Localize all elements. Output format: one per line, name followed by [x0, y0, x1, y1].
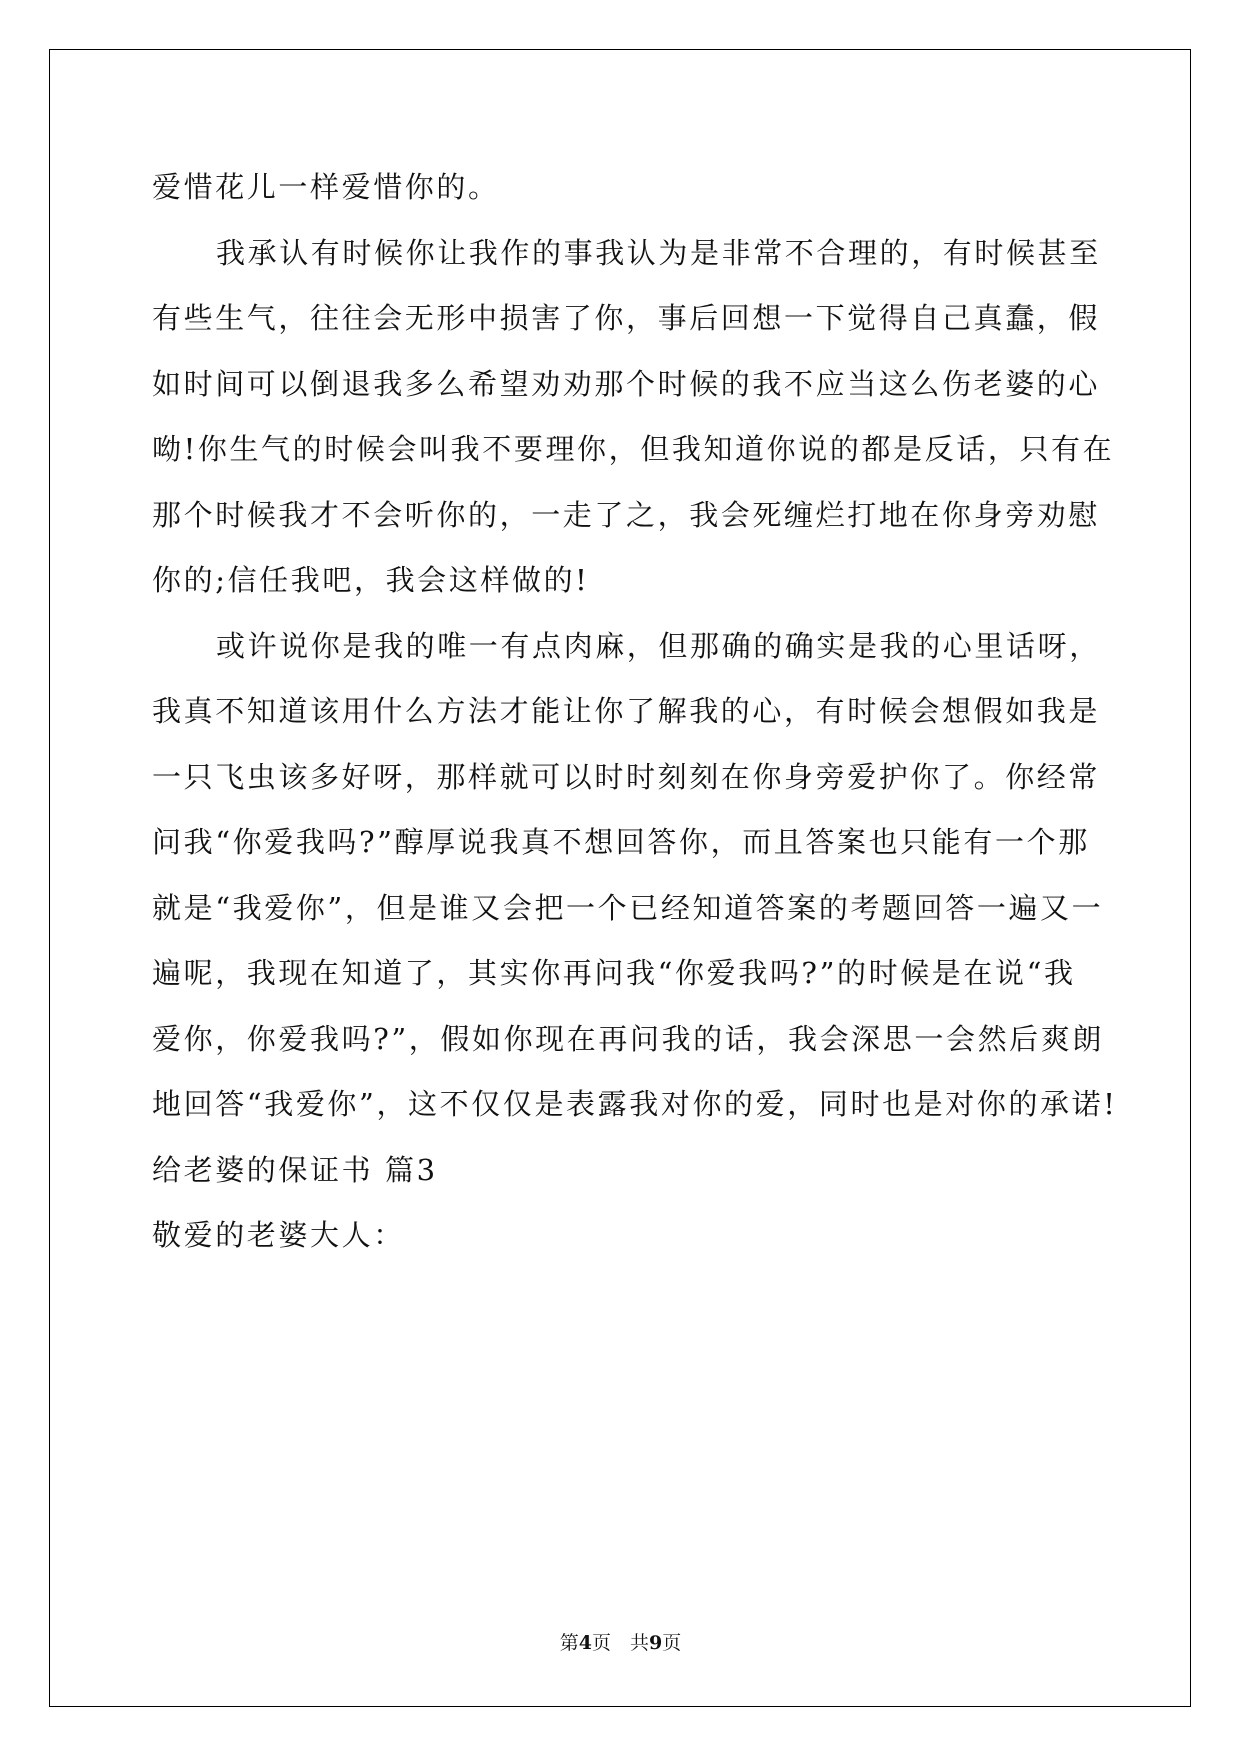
text-line: 爱惜花儿一样爱惜你的。 — [152, 170, 500, 204]
text-line: 遍呢，我现在知道了，其实你再问我“你爱我吗?”的时候是在说“我 — [152, 956, 1076, 990]
text-line: 爱你，你爱我吗?”，假如你现在再问我的话，我会深思一会然后爽朗 — [152, 1021, 1104, 1056]
text-line: 有些生气，往往会无形中损害了你，事后回想一下觉得自己真蠢，假 — [152, 301, 1101, 335]
current-page-number: 4 — [578, 1632, 592, 1654]
text-line: 地回答“我爱你”，这不仅仅是表露我对你的爱，同时也是对你的承诺! — [152, 1087, 1118, 1121]
total-page-number: 9 — [649, 1632, 663, 1654]
salutation: 敬爱的老婆大人： — [152, 1218, 405, 1252]
page-footer — [0, 1628, 1241, 1655]
text-line: 如时间可以倒退我多么希望劝劝那个时候的我不应当这么伤老婆的心 — [152, 366, 1101, 401]
text-line: 一只飞虫该多好呀，那样就可以时时刻刻在你身旁爱护你了。你经常 — [152, 759, 1101, 794]
paragraph-start: 我承认有时候你让我作的事我认为是非常不合理的，有时候甚至 — [216, 235, 1101, 270]
text-line: 呦!你生气的时候会叫我不要理你，但我知道你说的都是反话，只有在 — [152, 432, 1115, 466]
footer-mid: 页 共 — [591, 1632, 649, 1654]
document-body — [152, 155, 1118, 1269]
text-line: 就是“我爱你”，但是谁又会把一个已经知道答案的考题回答一遍又一 — [152, 890, 1104, 925]
text-line: 你的;信任我吧，我会这样做的! — [152, 563, 590, 597]
text-line: 那个时候我才不会听你的，一走了之，我会死缠烂打地在你身旁劝慰 — [152, 497, 1101, 532]
footer-suffix: 页 — [662, 1632, 682, 1654]
section-heading: 给老婆的保证书 篇3 — [152, 1152, 438, 1187]
paragraph-start: 或许说你是我的唯一有点肉麻，但那确的确实是我的心里话呀， — [216, 628, 1101, 663]
text-line: 我真不知道该用什么方法才能让你了解我的心，有时候会想假如我是 — [152, 694, 1101, 728]
text-line: 问我“你爱我吗?”醇厚说我真不想回答你，而且答案也只能有一个那 — [152, 825, 1090, 859]
footer-prefix: 第 — [559, 1632, 579, 1654]
